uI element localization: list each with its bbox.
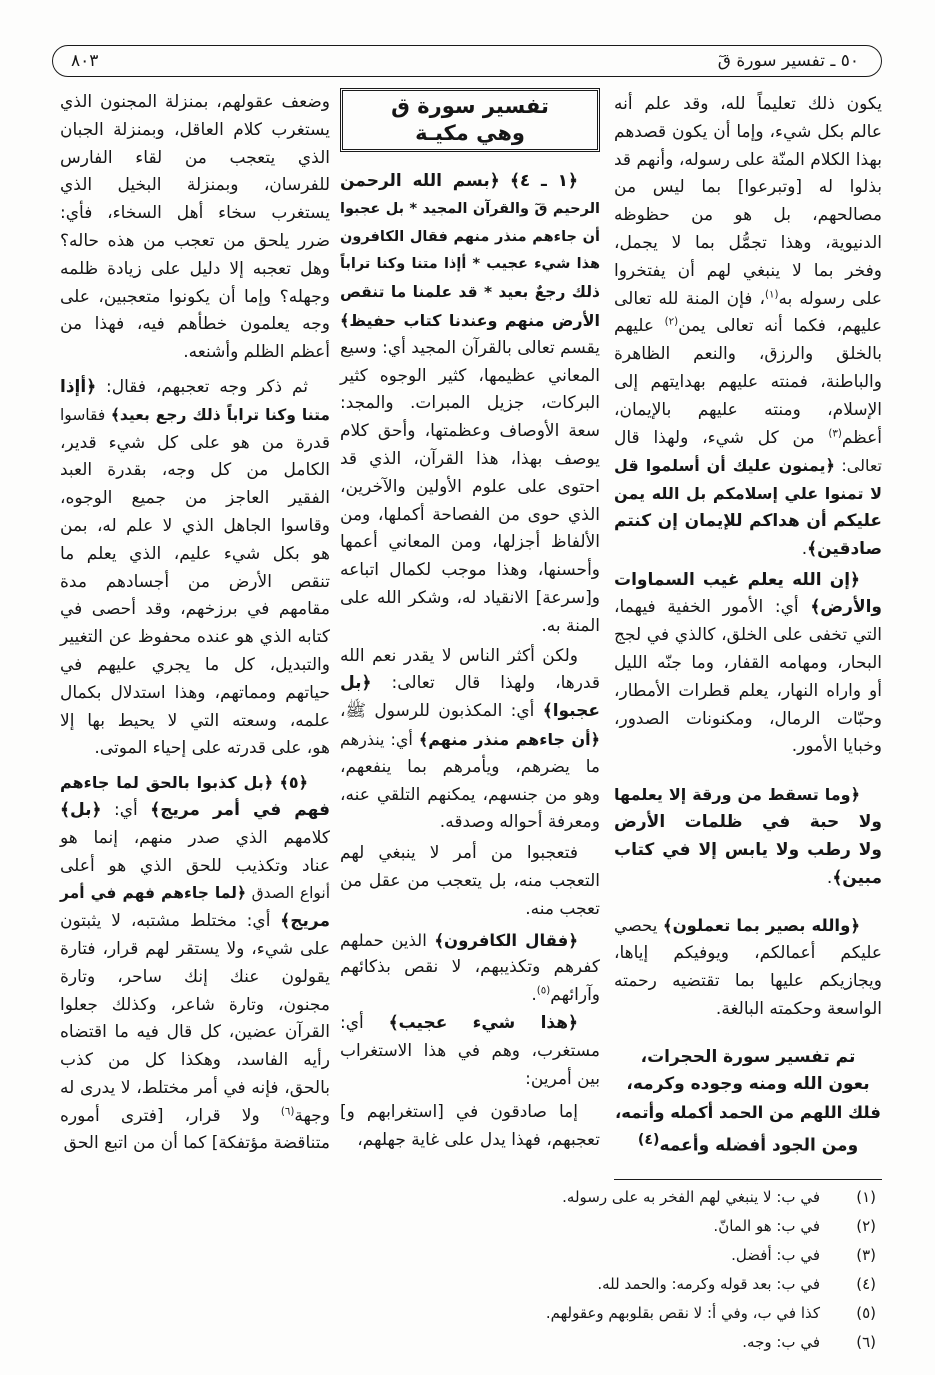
column-middle-body [340,168,600,1155]
text-line: بالحق، فإنه في أمر مختلط، لا يدرى له [60,1077,330,1098]
text-line: ﴿والله بصير بما تعملون﴾ يحصي [614,916,860,936]
footnote-marker: (٥) [856,1304,876,1322]
text-line: الألفاظ أجزلها، ومن المعاني أعمها [340,532,600,553]
text-line: الأرض منهم وعندنا كتاب حفيظ﴾ [340,310,600,330]
text-line: الذي يتعجب من لقاء الفارس [60,147,330,168]
text-line: ﴿فقال الكافرون﴾ الذين حملهم [340,930,579,950]
text-line: متناقضة مؤتفكة] كما أن من اتبع الحق [63,1133,330,1154]
column-left [60,89,330,1158]
text-line: البركات، جزيل المبرات. والمجد: [340,393,600,414]
text-line: الرحيم قٓ والقرآن المجيد * بل عجبوا [340,200,600,217]
text-line: قدرها، ولهذا قال تعالى: ﴿بل [340,673,600,694]
running-title: ٥٠ ـ تفسير سورة قٓ [717,51,859,71]
paragraph [60,374,330,763]
text-line: ﴿٥﴾ ﴿بل كذبوا بالحق لما جاءهم [60,773,309,793]
text-line: وجه يعلمون خطأهم فيه، فهذا من [60,314,330,335]
closing-prayer [614,1044,882,1161]
footnote-text: في ب: أفضل. [731,1246,820,1264]
paragraph [614,912,882,1023]
text-line: ﴿هذا شيء عجيب﴾ أي: [340,1012,578,1033]
paragraph [614,567,882,762]
footnote-separator [614,1179,882,1180]
footnote-text: في ب: لا ينبغي لهم الفخر به على رسوله. [562,1188,820,1206]
surah-title: تفسير سورة ق [391,94,549,118]
text-line: عليكم أعمالكم، ويوفيكم إياها، [614,943,882,964]
paragraph [614,781,882,892]
text-line: تعجب منه. [525,898,600,919]
text-line: عليكم أن هداكم للإيمان إن كنتم [614,510,882,531]
surah-subtitle: وهي مكيـة [415,121,525,145]
footnote [256,1270,876,1299]
text-line: وخبايا الأمور. [791,736,882,757]
text-line: وفخر بما لا ينبغي لهم أن يفتخروا [614,260,882,281]
text-line: ﴿إن الله يعلم غيب السماوات [614,569,860,590]
text-line: كفرهم وتكذيبهم، لا نقص بذكائهم [340,957,600,978]
text-line: كتابه الذي هو عنده محفوظ عن التغيير [60,627,330,648]
text-line: ثم ذكر وجه تعجبهم، فقال: ﴿أإذا [60,376,308,397]
text-line: الفقير العاجز من جميع الوجوه، [60,488,330,509]
text-line: التي تخفى على الخلق، كالذي في لجج [614,625,882,646]
text-line: على رسوله به$^{(١)}$، فإن المنة لله تعالى [614,288,882,309]
text-line: ذلك رجعٌ بعيد * قد علمنا ما تنقص [340,283,600,302]
text-line: أو واراه النهار، يعلم قطرات الأمطار، [614,680,882,701]
text-line: أعظم$^{(٣)}$ من كل شيء، ولهذا قال [614,427,882,448]
text-line: والتبديل، كل ما يجري عليهم في [60,654,330,675]
text-line: تعجبهم، فهذا يدل على غاية جهلهم، [357,1130,600,1151]
text-line: ﴿وما تسقط من ورقة إلا يعلمها [614,785,860,805]
text-line: يكون ذلك تعليماً لله، وقد علم أنه [614,94,882,114]
footnotes [256,1183,876,1357]
text-line: والباطنة، فمنته عليهم بهدايتهم إلى [614,371,882,392]
paragraph [60,89,330,367]
footnote [256,1183,876,1212]
text-line: وجهله؟ وإما أن يكونوا متعجبين، على [60,286,330,307]
text-line: متنا وكنا تراباً ذلك رجع بعيد﴾ فقاسوا [60,405,330,424]
text-line: وجهة$^{(٦)}$ ولا قرار، [فترى أموره [60,1105,330,1126]
text-line: ويجازيكم عليها بما تقتضيه رحمته [614,970,882,991]
text-line: سعة الأوصاف وعظمتها، وأحق كلام [340,421,600,442]
text-line: فتعجبوا من أمر لا ينبغي لهم [340,843,578,864]
text-line: وأحسنها، وهذا موجب لكمال اتباعه [340,560,600,581]
text-line: المعاني عظيمها، كثير الوجوه كثير [340,365,600,386]
paragraph [340,168,600,641]
text-line: مصالحهم، بل هو من حظوظه [614,205,882,226]
text-line: بين أمرين: [525,1068,600,1089]
footnote-text: كذا في ب، وفي أ: لا نقص بقلوبهم وعقولهم. [545,1304,820,1322]
text-line: ما يضرهم، ويأمرهم بما ينفعهم، [340,756,600,777]
footnote-text: في ب: وجه. [742,1333,820,1351]
text-line: ولكن أكثر الناس لا يقدر نعم الله [340,645,578,666]
footnote-marker: (٤) [856,1275,876,1293]
text-line: المنة به. [541,615,600,636]
text-line: هذا شيء عجيب * أإذا متنا وكنا تراباً [340,256,600,273]
text-line: بذلوا له [وتبرعوا] بما ليس من [614,177,882,198]
text-line: البحار، ومهامه القفار، وما جنّه الليل [614,652,882,673]
text-line: مبين﴾. [826,867,882,888]
text-line: مستغرب، وهم في هذا الاستغراب [340,1040,600,1061]
text-line: عجبوا﴾ أي: المكذبون للرسول ﷺ، [340,701,600,722]
footnote-marker: (٢) [856,1217,876,1235]
text-line: كلامهم الذي صدر منهم، إنما هو [60,827,330,848]
text-line: أعظم الظلم وأشنعه. [183,342,330,363]
text-line: لا تمنوا علي إسلامكم بل الله يمن [614,484,882,504]
text-line: علمه، وسعته التي لا يحيط بها إلا [60,710,330,731]
text-line: الكامل من كل وجه، بقدرة العبد [60,460,330,481]
text-line: مريج﴾ أي: مختلط مشتبه، لا يثبتون [60,911,330,932]
column-right [614,91,882,1160]
text-line: يستغرب كلام العاقل، وبمنزلة الجبان [60,119,330,140]
closing-line: بعون الله ومنه وجوده وكرمه، [626,1074,870,1095]
footnote-text: في ب: هو المانّ. [713,1217,820,1235]
text-line: قدرة من هو على كل شيء قدير، [60,432,330,453]
closing-line: تم تفسير سورة الحجرات، [640,1046,856,1067]
text-line: وآرائهم$^{(٥)}$. [531,985,600,1006]
text-line: ولا رطب ولا يابس إلا في كتاب [614,839,882,860]
text-line: وهل تعجبه إلا دليل على زيادة ظلمه [60,258,330,279]
text-line: هو بكل شيء عليم، الذي يعلم ما [60,543,330,564]
text-line: ﴿أن جاءهم منذر منهم﴾ أي: ينذرهم [340,729,600,749]
text-line: رأيه الفاسد، وهكذا كل من كذب [60,1050,330,1071]
paragraph [340,927,600,1010]
text-line: القرآن عضين، كل قال فيه ما اقتضاه [60,1022,330,1043]
text-line: الإسلام، ومنته عليهم بالإيمان، [614,399,882,420]
text-line: التعجب منه، بل يتعجب من عقل من [340,870,600,891]
text-line: فهم في أمر مريج﴾ أي: ﴿بل﴾ [60,799,330,820]
text-line: على شيء، ولا يستقر لهم قرار، فتارة [60,938,330,959]
text-line: عليهم، فكما أنه تعالى يمن$^{(٢)}$ عليهم [614,316,882,337]
text-line: الذي حوى من الفصاحة أكملها، ومن [340,504,600,525]
text-line: ولا حبة في ظلمات الأرض [614,811,882,832]
paragraph [614,91,882,564]
running-header [52,45,882,77]
text-line: للفرسان، وبمنزلة البخيل الذي [60,175,330,196]
footnote-marker: (١) [856,1188,876,1206]
paragraph [60,769,330,1158]
footnote-marker: (٣) [856,1246,876,1264]
paragraph [340,1010,600,1093]
paragraph [340,643,600,838]
text-line: تعالى: ﴿يمنون عليك أن أسلموا قل [614,456,882,476]
text-line: تنقص الأرض من أجسادهم مدة [60,571,330,592]
column-left-body [60,89,330,1158]
surah-title-box [340,88,600,152]
text-line: عالم بكل شيء، وإما أن يكون قصدهم [614,121,882,142]
footnote-marker: (٦) [856,1333,876,1351]
footnote [256,1212,876,1241]
text-line: أنواع الصدق ﴿لما جاءهم فهم في أمر [60,884,330,903]
paragraph [340,840,600,923]
text-line: صادقين﴾. [801,538,882,559]
text-line: حياتهم ومماتهم، وهذا استدلال بكمال [60,682,330,703]
text-line: ﴿١ ـ ٤﴾ ﴿بسم الله الرحمن [340,171,578,191]
text-line: أن جاءهم منذر منهم فقال الكافرون [340,228,600,245]
text-line: وهو من جنسهم، يمكنهم التلقي عنه، [340,784,600,805]
closing-line: فلك اللهم من الحمد أكمله وأتمه، [615,1103,881,1123]
text-line: يستغرب سخاء أهل السخاء، فأي: [60,203,330,224]
text-line: ومعرفة أحواله وصدقه. [439,812,600,833]
column-middle [340,88,600,1155]
closing-line: ومن الجود أفضله وأعمه$^{(٤)}$ [637,1131,859,1156]
footnote [256,1241,876,1270]
text-line: إما صادقون في [استغرابهم و] [340,1102,578,1123]
text-line: الواسعة وحكمته البالغة. [715,998,882,1019]
text-line: الدنيوية، وهذا تجمُّل بما لا يجمل، [614,232,882,253]
footnote-text: في ب: بعد قوله وكرمه: والحمد لله. [597,1275,820,1293]
column-right-body [614,91,882,1024]
page-number: ٨٠٣ [71,51,99,71]
text-line: مقامهم في برزخهم، وقد أحصى في [60,599,330,620]
text-line: وقاسوا الجاهل الذي لا علم له، بمن [60,515,330,536]
footnote [256,1299,876,1328]
text-line: مجنون، وتارة شاعر، وكذلك جعلوا [60,994,330,1015]
text-line: و[سرعة] الانقياد له، وشكر الله على [340,587,600,608]
text-line: هو، على قدرته على إحياء الموتى. [94,738,330,759]
text-line: وضعف عقولهم، بمنزلة المجنون الذي [60,92,330,112]
footnote [256,1328,876,1357]
text-line: وحبّات الرمال، ومكنونات الصدور، [614,708,882,729]
text-line: بالخلق والرزق، والنعم الظاهرة [614,344,882,365]
text-line: ضرر يلحق من تعجب من هذه حاله؟ [60,230,330,251]
text-line: والأرض﴾ أي: الأمور الخفية فيهما، [614,597,882,618]
text-line: يوصف بهذا، هذا القرآن، الذي قد [340,448,600,469]
text-line: احتوى على علوم الأولين والآخرين، [340,476,600,497]
paragraph [340,1099,600,1155]
text-line: بهذا الكلام المنّة على رسوله، وأنهم قد [614,149,882,170]
text-line: عناد وتكذيب للحق الذي هو أعلى [60,855,330,876]
text-line: يقسم تعالى بالقرآن المجيد أي: وسيع [340,337,600,358]
text-line: يقولون عنك إنك ساحر، وتارة [60,966,330,987]
